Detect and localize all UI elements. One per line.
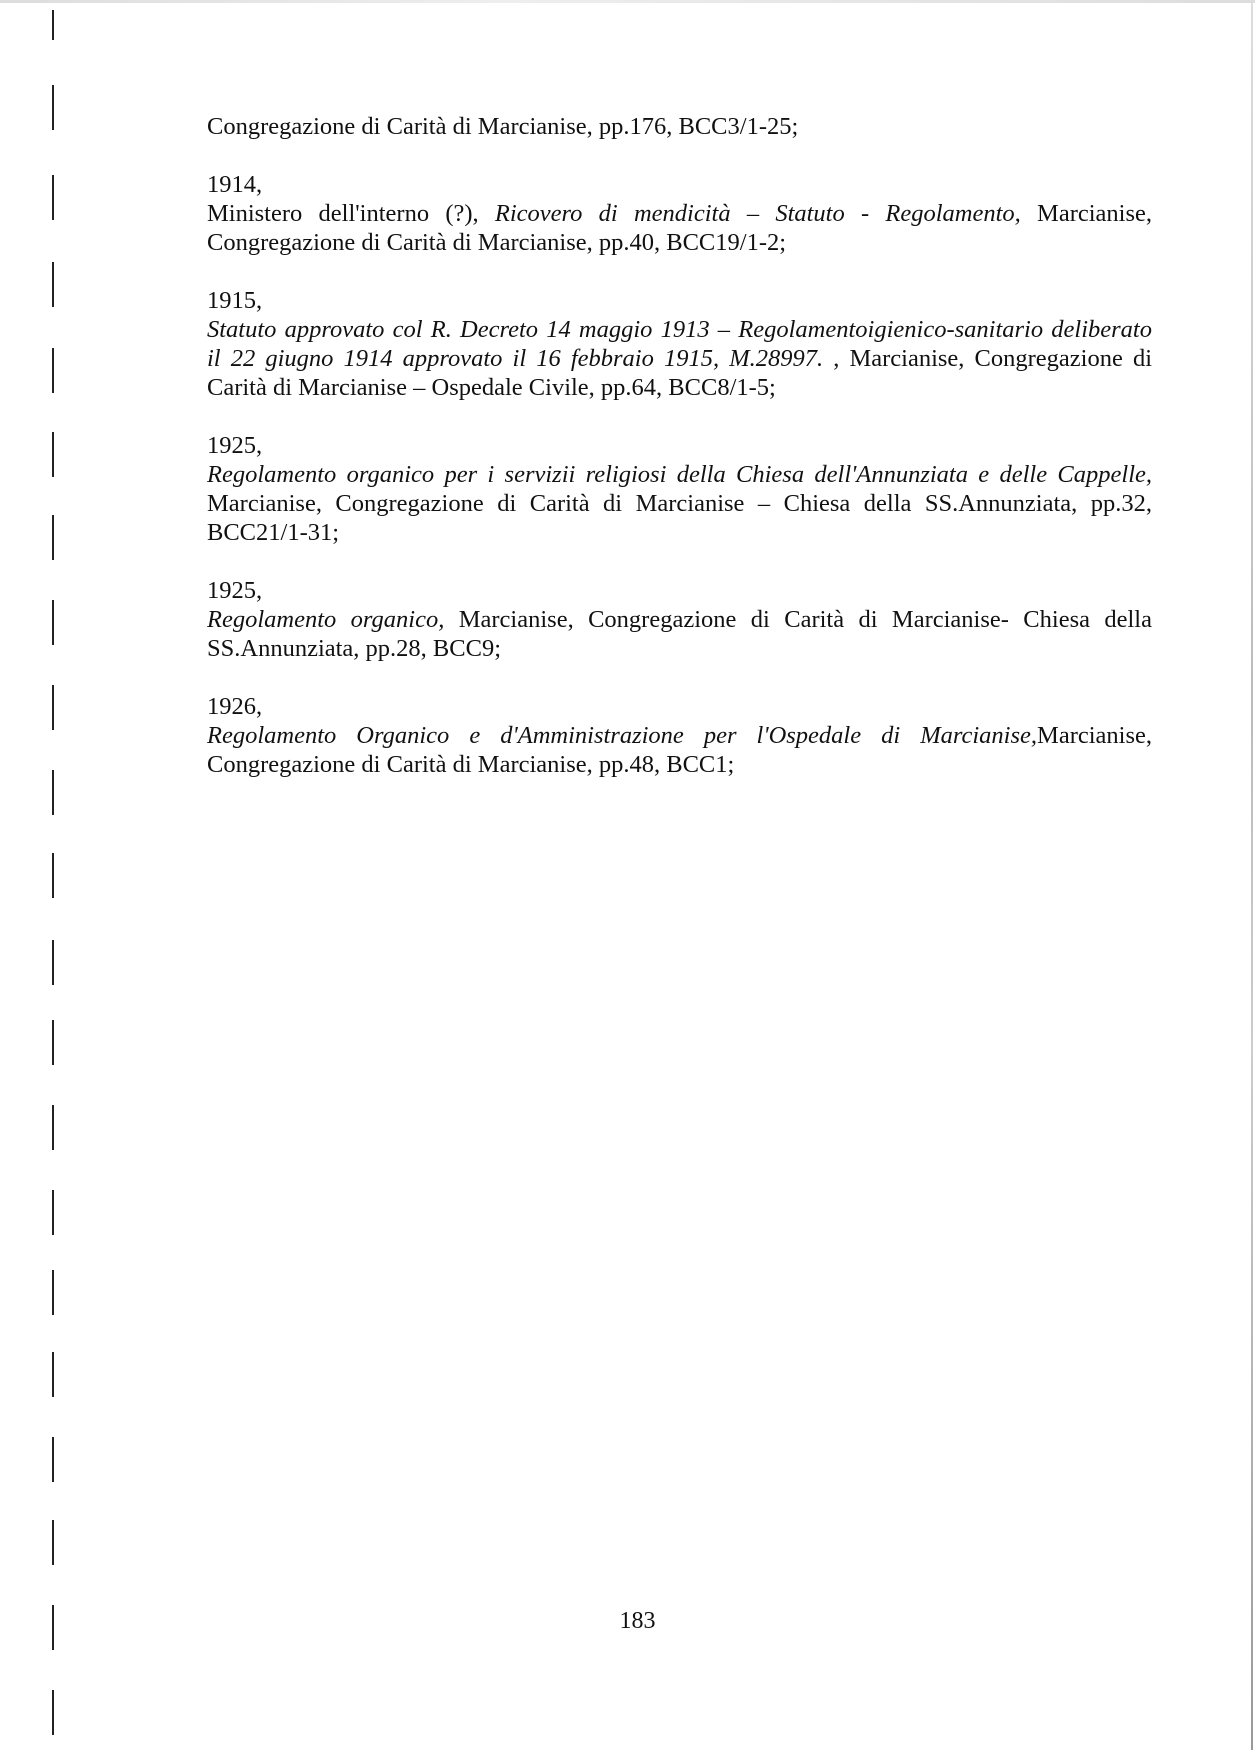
entry-title: Regolamento Organico e d'Amministrazione per l'Ospedale di Marcianise, <box>207 722 1038 749</box>
entry-line <box>207 605 1152 634</box>
entry-year: 1915, <box>207 287 263 314</box>
page-number: 183 <box>619 1608 656 1634</box>
binding-mark <box>52 10 54 40</box>
entry-title: il 22 giugno 1914 approvato il 16 febbraio 1915, M.28997. <box>207 345 824 372</box>
entry-place: Marcianise, <box>1037 722 1152 749</box>
binding-mark <box>52 1437 54 1482</box>
entry-year: 1914, <box>207 171 263 198</box>
entry-line: Marcianise, Congregazione di Carità di Marcianise – Chiesa della SS.Annunziata, pp.32, <box>207 490 1152 517</box>
entry-author: Ministero dell'interno (?), <box>207 200 495 227</box>
binding-mark <box>52 262 54 307</box>
entry-year: 1926, <box>207 693 263 720</box>
binding-mark <box>52 432 54 477</box>
entry-line: BCC21/1-31; <box>207 519 340 546</box>
continuation-line: Congregazione di Carità di Marcianise, pp.176, BCC3/1-25; <box>207 113 799 140</box>
binding-mark <box>52 1690 54 1735</box>
entry-line: Congregazione di Carità di Marcianise, pp.40, BCC19/1-2; <box>207 229 787 256</box>
entry-place: Marcianise, Congregazione di Carità di Marcianise- Chiesa della <box>444 606 1152 633</box>
binding-mark <box>52 600 54 645</box>
binding-mark <box>52 515 54 560</box>
binding-mark <box>52 175 54 220</box>
binding-mark <box>52 940 54 985</box>
binding-mark <box>52 1190 54 1235</box>
binding-mark <box>52 1352 54 1397</box>
binding-mark <box>52 770 54 815</box>
binding-mark <box>52 1105 54 1150</box>
entry-line <box>207 344 1152 373</box>
bibliography-entry-1926 <box>207 692 1152 779</box>
bibliography-entry-1914 <box>207 170 1152 257</box>
entry-line <box>207 460 1152 489</box>
binding-mark <box>52 1520 54 1565</box>
entry-line: SS.Annunziata, pp.28, BCC9; <box>207 635 502 662</box>
binding-mark <box>52 853 54 898</box>
entry-title: Regolamento organico, <box>207 606 445 633</box>
entry-line: Congregazione di Carità di Marcianise, pp.48, BCC1; <box>207 751 735 778</box>
bibliography-entry-1925-b <box>207 576 1152 663</box>
entry-title: Regolamento organico per i servizii religiosi della Chiesa dell'Annunziata e delle Cappelle, <box>207 461 1152 488</box>
entry-line: Carità di Marcianise – Ospedale Civile, pp.64, BCC8/1-5; <box>207 374 776 401</box>
entry-title: Ricovero di mendicità – Statuto - Regolamento, <box>494 200 1021 227</box>
binding-mark <box>52 348 54 393</box>
top-scan-edge <box>0 0 1255 3</box>
entry-place: , Marcianise, Congregazione di <box>823 345 1153 372</box>
entry-year: 1925, <box>207 577 263 604</box>
binding-mark <box>52 1020 54 1065</box>
binding-mark <box>52 1270 54 1315</box>
bibliography-entry-1925-a <box>207 431 1152 547</box>
bibliography-body <box>207 112 1152 808</box>
entry-line <box>207 721 1152 750</box>
entry-year: 1925, <box>207 432 263 459</box>
right-scan-edge <box>1251 0 1253 1750</box>
entry-line <box>207 315 1152 344</box>
entry-line <box>207 199 1152 228</box>
entry-title: Statuto approvato col R. Decreto 14 maggio 1913 – Regolamentoigienico-sanitario deliberato <box>207 316 1152 343</box>
entry-place: Marcianise, <box>1020 200 1153 227</box>
bibliography-entry-1915 <box>207 286 1152 402</box>
binding-mark <box>52 85 54 130</box>
binding-mark <box>52 685 54 730</box>
